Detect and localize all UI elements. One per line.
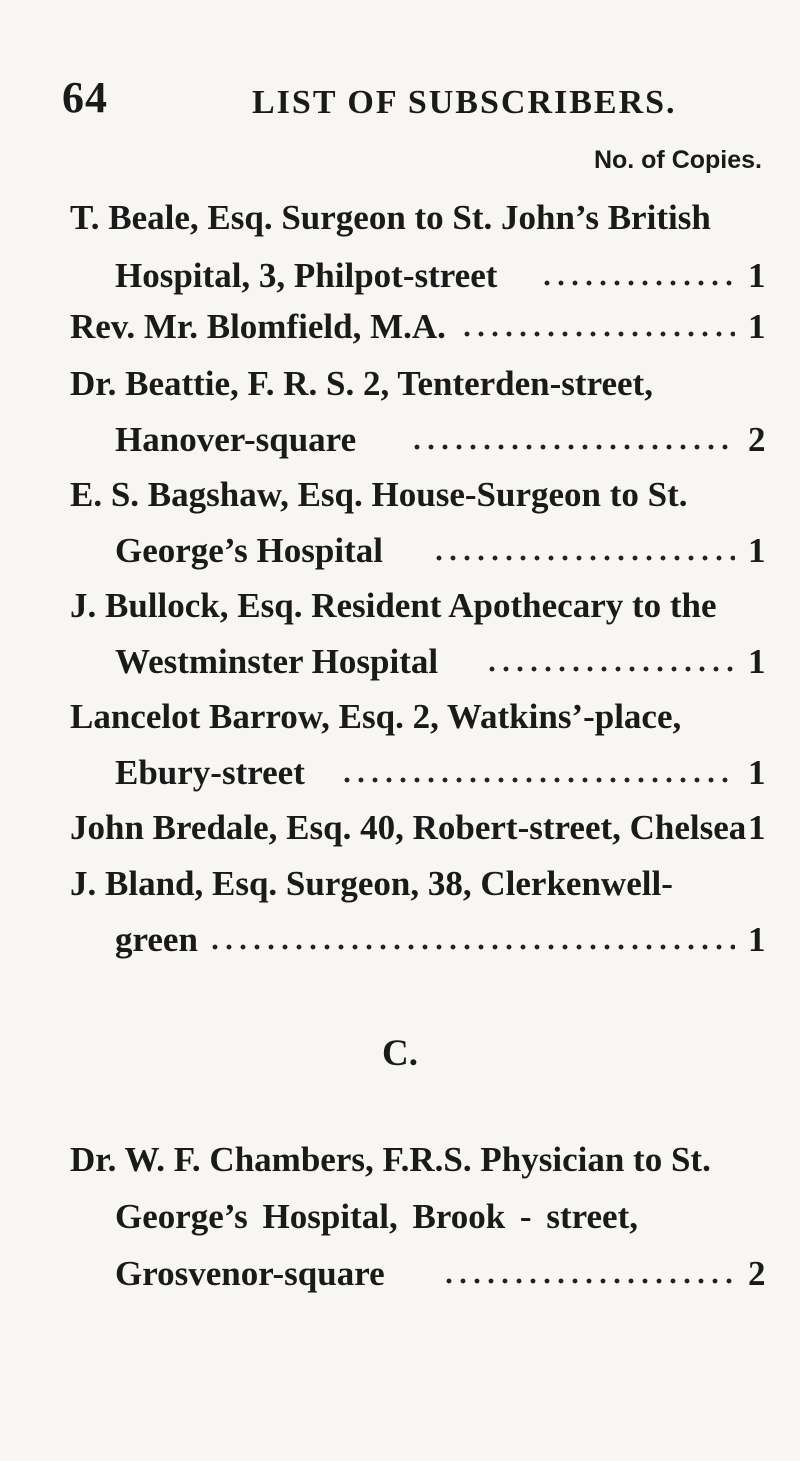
dot-leader bbox=[460, 307, 735, 339]
entry-line: Dr. W. F. Chambers, F.R.S. Physician to St. bbox=[70, 1140, 711, 1179]
entry-line: Hospital, 3, Philpot-street bbox=[115, 256, 498, 295]
entry-line: J. Bullock, Esq. Resident Apothecary to the bbox=[70, 586, 717, 625]
copies-count: 1 bbox=[748, 808, 766, 847]
entry-line: Rev. Mr. Blomfield, M.A. bbox=[70, 307, 446, 346]
dot-leader bbox=[432, 531, 735, 563]
copies-count: 1 bbox=[748, 531, 766, 570]
copies-count: 1 bbox=[748, 753, 766, 792]
entry-line: Hanover-square bbox=[115, 420, 357, 459]
running-title: LIST OF SUBSCRIBERS. bbox=[252, 84, 677, 121]
copies-count: 1 bbox=[748, 920, 766, 959]
copies-count: 2 bbox=[748, 1254, 766, 1293]
entry-line: Lancelot Barrow, Esq. 2, Watkins’-place, bbox=[70, 697, 682, 736]
entry-line: green bbox=[115, 920, 198, 959]
page-number: 64 bbox=[62, 73, 108, 122]
entry-line: Ebury-street bbox=[115, 753, 305, 792]
entry-line: Grosvenor-square bbox=[115, 1254, 385, 1293]
dot-leader bbox=[208, 920, 735, 952]
dot-leader bbox=[410, 420, 735, 452]
copies-count: 2 bbox=[748, 420, 766, 459]
dot-leader bbox=[540, 256, 735, 288]
dot-leader bbox=[442, 1254, 735, 1286]
entry-line: Westminster Hospital bbox=[115, 642, 439, 681]
entry-line: E. S. Bagshaw, Esq. House-Surgeon to St. bbox=[70, 475, 688, 514]
copies-count: 1 bbox=[748, 256, 766, 295]
copies-count: 1 bbox=[748, 642, 766, 681]
entry-line: Dr. Beattie, F. R. S. 2, Tenterden-street, bbox=[70, 364, 653, 403]
entry-line: George’s Hospital bbox=[115, 531, 383, 570]
dot-leader bbox=[340, 753, 735, 785]
dot-leader bbox=[485, 642, 735, 674]
entry-line: George’s Hospital, Brook - street, bbox=[115, 1197, 638, 1236]
entry-line: T. Beale, Esq. Surgeon to St. John’s British bbox=[70, 198, 711, 237]
copies-column-heading: No. of Copies. bbox=[593, 146, 762, 174]
copies-count: 1 bbox=[748, 307, 766, 346]
section-letter: C. bbox=[382, 1033, 418, 1074]
entry-line: John Bredale, Esq. 40, Robert-street, Chelsea bbox=[70, 808, 747, 847]
entry-line: J. Bland, Esq. Surgeon, 38, Clerkenwell- bbox=[70, 864, 673, 903]
